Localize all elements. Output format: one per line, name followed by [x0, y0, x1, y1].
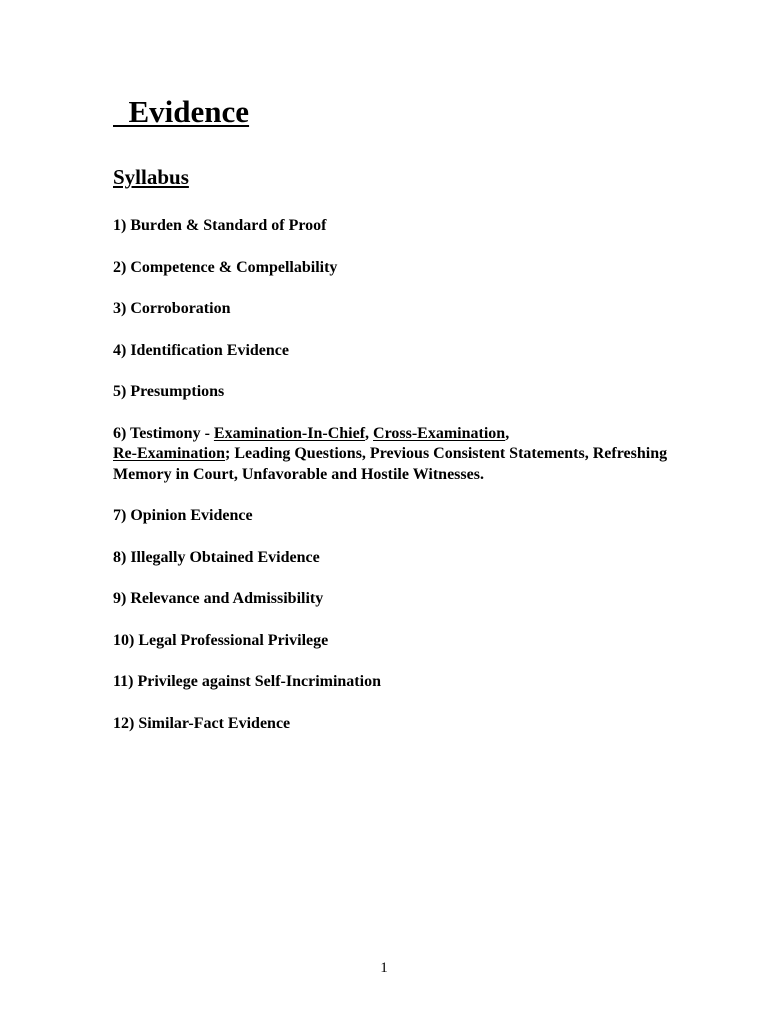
testimony-label: 6) Testimony -: [113, 424, 214, 442]
document-title: Evidence: [113, 94, 250, 129]
syllabus-heading: Syllabus: [113, 165, 189, 189]
testimony-rest: ; Leading Questions, Previous Consistent Statements, Refreshing Memory in Court, Unfavorable and Hostile Witnesses.: [113, 445, 668, 483]
syllabus-item: 5) Presumptions: [113, 383, 225, 400]
syllabus-item: 12) Similar-Fact Evidence: [113, 714, 291, 732]
syllabus-item: 2) Competence & Compellability: [113, 258, 338, 276]
syllabus-item: 4) Identification Evidence: [113, 341, 289, 359]
examination-in-chief-text: Examination-In-Chief: [213, 424, 366, 442]
cross-examination-text: Cross-Examination: [373, 424, 506, 442]
syllabus-item-testimony: [113, 424, 673, 486]
syllabus-item: 11) Privilege against Self-Incrimination: [113, 673, 381, 690]
syllabus-item: 8) Illegally Obtained Evidence: [113, 548, 320, 566]
testimony-separator: ,: [365, 424, 374, 442]
testimony-separator: ,: [505, 424, 510, 442]
syllabus-item: 10) Legal Professional Privilege: [113, 631, 329, 649]
syllabus-item: 9) Relevance and Admissibility: [113, 590, 324, 607]
syllabus-item: 7) Opinion Evidence: [113, 507, 253, 524]
syllabus-item: 3) Corroboration: [113, 300, 231, 317]
re-examination-text: Re-Examination: [113, 445, 225, 462]
page-number: 1: [380, 960, 388, 976]
syllabus-item: 1) Burden & Standard of Proof: [113, 217, 327, 234]
syllabus-list: [113, 216, 673, 755]
